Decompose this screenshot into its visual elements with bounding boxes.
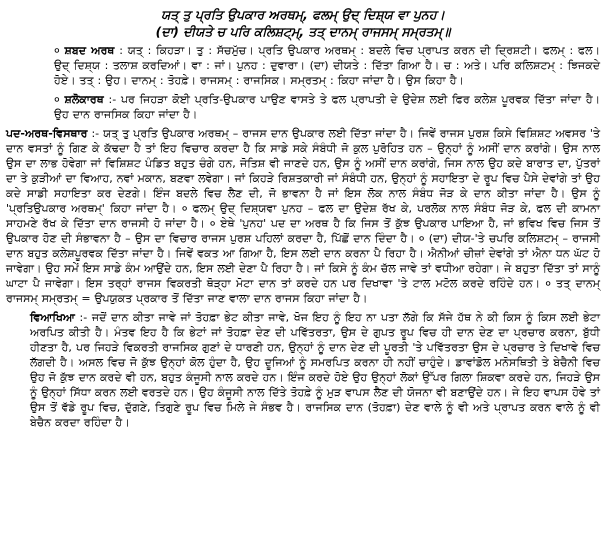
shlokarth-paragraph [6,92,600,122]
shlokarth-text: ਪਰ ਜਿਹੜਾ ਕੋਈ ਪ੍ਰਤਿ-ਉਪਕਾਰ ਪਾਉਣ ਵਾਸਤੇ ਤੇ ਫਲ ਪ੍ਰਾਪਤੀ ਦੇ ਉਦੇਸ਼ ਲਈ ਫਿਰ ਕਲੇਸ਼ ਪੂਰਵਕ ਦਿੱਤਾ ਜਾਂਦਾ ਹੈ। ਉਹ ਦਾਨ ਰਾਜਸਿਕ ਕਿਹਾ ਜਾਂਦਾ ਹੈ। [54,93,600,121]
bullet-icon: ० [54,44,65,57]
separator: : [114,44,128,57]
pad-arth-text: ਯਤ੍ ਤੁ ਪ੍ਰਤਿ ਉਪਕਾਰ ਅਰਥਮ੍ – ਰਾਜਸ ਦਾਨ ਉਪਕਾਰ ਲਈ ਦਿੱਤਾ ਜਾਂਦਾ ਹੈ। ਜਿਵੇਂ ਰਾਜਸ ਪੁਰਸ਼ ਕਿਸੇ ਵਿਸ਼ਿਸ਼ਟ ਅਵਸਰ 'ਤੇ ਦਾਨ ਵਸਤਾਂ ਨੂੰ ਗਿਣ ਕੇ ਕੱਢਦਾ ਹੈ ਤਾਂ ਇਹ ਵਿਚਾਰ ਕਰਦਾ ਹੈ ਕਿ ਸਾਡੇ ਸਕੇ ਸੰਬੰਧੀ ਜੋ ਕੁਲ ਪੁਰੋਹਿਤ ਹਨ – ਉਨ੍ਹਾਂ ਨੂੰ ਅਸੀਂ ਦਾਨ ਕਰਾਂਗੇ। ਉਸ ਨਾਲ ਉਸ ਦਾ ਲਾਭ ਹੋਵੇਗਾ ਜਾਂ ਵਿਸ਼ਿਸ਼ਟ ਪੰਡਿਤ ਬਹੁਤ ਚੰਗੇ ਹਨ, ਜੋਤਿਸ਼ ਵੀ ਜਾਣਦੇ ਹਨ, ਉਸ ਨੂੰ ਅਸੀਂ ਦਾਨ ਕਰਾਂਗੇ, ਜਿਸ ਨਾਲ ਉਹ ਕਦੇ ਬਾਰਾਤ ਦਾ, ਪੁੱਤਰਾਂ ਦਾ ਤੇ ਕੁੜੀਆਂ ਦਾ ਵਿਆਹ, ਨਵਾਂ ਮਕਾਨ, ਬਣਵਾ ਲਵੇਗਾ। ਜਾਂ ਕਿਹੜੇ ਰਿਸ਼ਤਕਾਰੀ ਜਾਂ ਸੰਬੰਧੀ ਹਨ, ਉਨ੍ਹਾਂ ਨੂੰ ਸਹਾਇਤਾ ਦੇ ਰੂਪ ਵਿਚ ਪੈਸੇ ਦੇਵਾਂਗੇ ਤਾਂ ਉਹ ਕਦੇ ਸਾਡੀ ਸਹਾਇਤਾ ਕਰ ਦੇਣਗੇ। ਇੰਜ ਬਦਲੇ ਵਿਚ ਲੈਣ ਦੀ, ਜੋ ਭਾਵਨਾ ਹੈ ਜਾਂ ਇਸ ਲੋਕ ਨਾਲ ਸੰਬੰਧ ਜੋੜ ਕੇ ਦਾਨ ਕੀਤਾ ਜਾਂਦਾ ਹੈ। ਉਸ ਨੂੰ 'ਪ੍ਰਤਿਉਪਕਾਰ ਅਰਥਮ੍' ਕਿਹਾ ਜਾਂਦਾ ਹੈ। ० ਫਲਮ੍ ਉਦ੍ ਦਿਸ਼੍ਯਵਾ ਪੁਨਹ – ਫਲ ਦਾ ਉਦੇਸ਼ ਰੱਖ ਕੇ, ਪਰਲੋਕ ਨਾਲ ਸੰਬੰਧ ਜੋੜ ਕੇ, ਫਲ ਦੀ ਕਾਮਨਾ ਸਾਹਮਣੇ ਰੱਖ ਕੇ ਦਿੱਤਾ ਦਾਨ ਰਾਜਸੀ ਹੋ ਜਾਂਦਾ ਹੈ। ० ਏਥੇ 'ਪੁਨਹ' ਪਦ ਦਾ ਅਰਥ ਹੈ ਕਿ ਜਿਸ ਤੋਂ ਕੁੱਝ ਉਪਕਾਰ ਪਾਇਆ ਹੈ, ਜਾਂ ਭਵਿਖ ਵਿਚ ਜਿਸ ਤੋਂ ਉਪਕਾਰ ਹੋਣ ਦੀ ਸੰਭਾਵਨਾ ਹੈ – ਉਸ ਦਾ ਵਿਚਾਰ ਰਾਜਸ ਪੁਰਸ਼ ਪਹਿਲਾਂ ਕਰਦਾ ਹੈ, ਪਿੱਛੋਂ ਦਾਨ ਦਿੰਦਾ ਹੈ। ० (ਦਾ) ਦੀਯ-'ਤੇ ਚਪਰਿ ਕਲਿਸ਼ਟਮ੍ – ਰਾਜਸੀ ਦਾਨ ਬਹੁਤ ਕਲੇਸ਼ਪੂਰਵਕ ਦਿੱਤਾ ਜਾਂਦਾ ਹੈ। ਜਿਵੇਂ ਵਕਤ ਆ ਗਿਆ ਹੈ, ਇਸ ਲਈ ਦਾਨ ਕਰਨਾ ਪੈ ਰਿਹਾ ਹੈ। ਐਨੀਆਂ ਚੀਜ਼ਾਂ ਦੇਵਾਂਗੇ ਤਾਂ ਐਨਾ ਧਨ ਘੱਟ ਹੋ ਜਾਵੇਗਾ। ਉਹ ਸਮੇਂ ਇਸ ਸਾਡੇ ਕੰਮ ਆਉਂਦੇ ਹਨ, ਇਸ ਲਈ ਦੇਣਾ ਪੈ ਰਿਹਾ ਹੈ। ਜਾਂ ਕਿਸੇ ਨੂੰ ਕੰਮ ਚੱਲ ਜਾਵੇ ਤਾਂ ਵਧੀਆ ਰਹੇਗਾ। ਜੇ ਬਹੁਤਾ ਦਿੱਤਾ ਤਾਂ ਸਾਨੂੰ ਘਾਟਾ ਪੈ ਜਾਵੇਗਾ। ਇਸ ਤਰ੍ਹਾਂ ਰਾਜਸ ਵਿਕਰਤੀ ਥੋੜ੍ਹਾ ਮੋਟਾ ਦਾਨ ਤਾਂ ਕਰਦੇ ਹਨ ਪਰ ਦਿਖਾਵਾ 'ਤੇ ਟਾਲ ਮਟੋਲ ਕਰਦੇ ਰਹਿੰਦੇ ਹਨ। ० ਤਤ੍ ਦਾਨਮ੍ ਰਾਜਸਮ੍ ਸਮ੍ਰਤਮ੍ = ਉਪਯੁਕਤ ਪ੍ਰਕਾਰ ਤੋਂ ਦਿੱਤਾ ਜਾਣ ਵਾਲਾ ਦਾਨ ਰਾਜਸ ਕਿਹਾ ਜਾਂਦਾ ਹੈ। [6,127,600,305]
shabad-arth-paragraph [6,43,600,88]
viakhia-paragraph [6,310,600,430]
separator: :- [103,93,121,106]
shlokarth-label: ਸ਼ਲੋਕਾਰਥ [64,93,104,106]
separator: :- [87,127,104,140]
shabad-arth-text: ਯਤ੍ : ਕਿਹੜਾ। ਤੁ : ਸੱਚਮੁੱਚ। ਪ੍ਰਤਿ ਉਪਕਾਰ ਅਰਥਮ੍ : ਬਦਲੇ ਵਿਚ ਪ੍ਰਾਪਤ ਕਰਨ ਦੀ ਦ੍ਰਿਸ਼ਟੀ। ਫਲਮ੍ : ਫਲ। ਉਦ੍ ਦਿਸ਼੍ਯ : ਤਲਾਸ਼ ਕਰਦਿਆਂ। ਵਾ : ਜਾਂ। ਪੁਨਹ : ਦੁਵਾਰਾ। (ਦਾ) ਦੀਯਤੇ : ਦਿੱਤਾ ਗਿਆ ਹੈ। ਚ : ਅਤੇ। ਪਰਿ ਕਲਿਸ਼ਟਮ੍ : ਝਿਜਕਦੇ ਹੋਏ। ਤਤ੍ : ਉਹ। ਦਾਨਮ੍ : ਤੋਹਫ਼ੇ। ਰਾਜਸਮ੍ : ਰਾਜਸਿਕ। ਸਮ੍ਰਤਮ੍ : ਕਿਹਾ ਜਾਂਦਾ ਹੈ। ਉਸ ਕਿਹਾ ਹੈ। [54,44,601,87]
verse-line-2: (ਦਾ) ਦੀਯਤੇ ਚ ਪਰਿ ਕਲਿਸ਼ਟ੍ਮ੍, ਤਤ੍ ਦਾਨਮ੍ ਰਾਜਸਮ੍ ਸਮ੍ਰਤਮ੍॥ [155,24,451,39]
verse-line-1: ਯਤ੍ ਤੁ ਪ੍ਰਤਿ ਉਪਕਾਰ ਅਰਥਮ੍, ਫਲਮ੍ ਉਦ੍ ਦਿਸ਼੍ਯ ਵਾ ਪੁਨਹ। [161,7,445,22]
viakhia-text: ਜਦੋਂ ਦਾਨ ਕੀਤਾ ਜਾਵੇ ਜਾਂ ਤੋਹਫ਼ਾ ਭੇਟ ਕੀਤਾ ਜਾਵੇ, ਖੋਜ ਇਹ ਨੂੰ ਇਹ ਨਾ ਪਤਾ ਲੱਗੇ ਕਿ ਸੱਜੇ ਹੱਥ ਨੇ ਕੀ ਕਿਸ ਨੂੰ ਕਿਸ ਲਈ ਭੇਟਾ ਅਰਪਿਤ ਕੀਤੀ ਹੈ। ਮੰਤਵ ਇਹ ਹੈ ਕਿ ਭੇਟਾਂ ਜਾਂ ਤੋਹਫ਼ਾ ਦੇਣ ਦੀ ਪਵਿੱਤਰਤਾ, ਉਸ ਦੇ ਗੁਪਤ ਰੂਪ ਵਿਚ ਹੀ ਦਾਨ ਦੇਣ ਦਾ ਪ੍ਰਚਾਰ ਕਰਨਾ, ਬੁੱਧੀ ਹੀਣਤਾ ਹੈ, ਪਰ ਜਿਹੜੇ ਵਿਕਰਤੀ ਰਾਜਸਿਕ ਗੁਣਾਂ ਦੇ ਧਾਰਣੀ ਹਨ, ਉਨ੍ਹਾਂ ਨੂੰ ਦਾਨ ਦੇਣ ਦੀ ਪੂਰਤੀ 'ਤੇ ਪਵਿੱਤਰਤਾ ਉਸ ਦੇ ਪ੍ਰਚਾਰ ਤੇ ਦਿਖਾਵੇ ਵਿਚ ਲੱਗਦੀ ਹੈ। ਅਸਲ ਵਿਚ ਜੋ ਕੁੱਝ ਉਨ੍ਹਾਂ ਕੋਲ ਹੁੰਦਾ ਹੈ, ਉਹ ਦੂਜਿਆਂ ਨੂੰ ਸਮਰਪਿਤ ਕਰਨਾ ਹੀ ਨਹੀਂ ਚਾਹੁੰਦੇ। ਡਾਵਾਂਡੋਲ ਮਨੋਸਥਿਤੀ ਤੇ ਬੇਚੈਨੀ ਵਿਚ ਉਹ ਜੋ ਕੁੱਝ ਦਾਨ ਕਰਦੇ ਵੀ ਹਨ, ਬਹੁਤ ਕੰਜੂਸੀ ਨਾਲ ਕਰਦੇ ਹਨ। ਇੰਜ ਕਰਦੇ ਹੋਏ ਉਹ ਉਨ੍ਹਾਂ ਲੋਕਾਂ ਉੱਪਰ ਗਿਲਾ ਸ਼ਿਕਵਾ ਕਰਦੇ ਹਨ, ਜਿਹੜੇ ਉਸ ਨੂੰ ਉਨ੍ਹਾਂ ਸਿੱਧਾ ਕਰਨ ਲਈ ਵਰਤਦੇ ਹਨ। ਉਹ ਕੰਜੂਸੀ ਨਾਲ ਦਿੱਤੇ ਤੋਹਫ਼ੇ ਨੂੰ ਮੁੜ ਵਾਪਸ ਲੈਣ ਦੀ ਯੋਜਨਾ ਵੀ ਬਣਾਉਂਦੇ ਹਨ। ਜੇ ਇਹ ਵਾਪਸ ਹੋਵੇ ਤਾਂ ਉਸ ਤੋਂ ਵੱਡੇ ਰੂਪ ਵਿਚ, ਦੁੱਗਣੇ, ਤਿਗੁਣੇ ਰੂਪ ਵਿਚ ਮਿਲੇ ਜੇ ਸੰਭਵ ਹੈ। ਰਾਜਸਿਕ ਦਾਨ (ਤੋਹਫ਼ਾ) ਦੇਣ ਵਾਲੇ ਨੂੰ ਵੀ ਅਤੇ ਪ੍ਰਾਪਤ ਕਰਨ ਵਾਲੇ ਨੂੰ ਵੀ ਬੇਚੈਨ ਕਰਦਾ ਰਹਿੰਦਾ ਹੈ। [30,311,601,429]
bullet-icon: ० [54,93,65,106]
shabad-arth-label: ਸ਼ਬਦ ਅਰਥ [64,44,115,57]
pad-arth-paragraph [6,126,600,306]
viakhia-label: ਵਿਆਖਿਆ [30,311,75,324]
separator: :- [74,311,92,324]
pad-arth-label: ਪਦ-ਅਰਥ-ਵਿਸਥਾਰ [6,127,88,140]
